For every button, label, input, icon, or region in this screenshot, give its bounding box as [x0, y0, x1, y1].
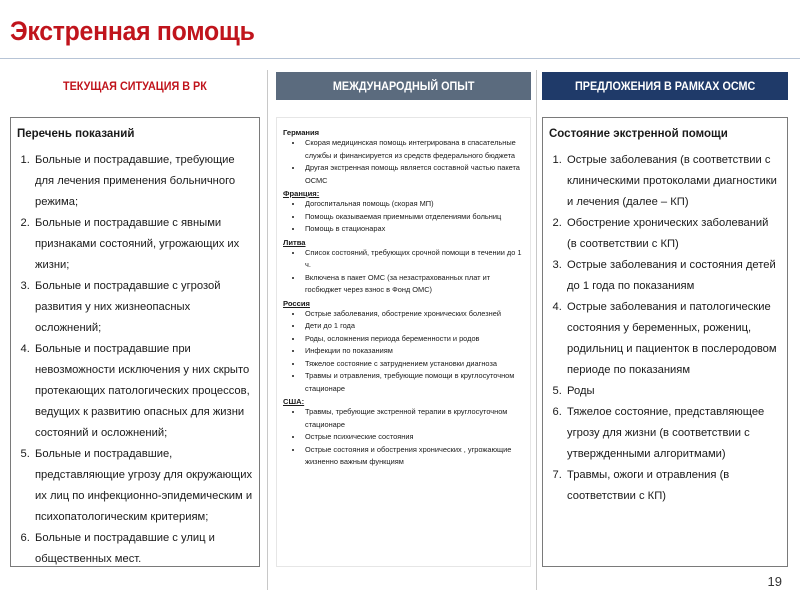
list-item: • Травмы и отравления, требующие помощи в круглосуточном стационаре	[303, 370, 524, 395]
list-item: • Дети до 1 года	[303, 320, 524, 333]
list-item: • Инфекции по показаниям	[303, 345, 524, 358]
page-title: Экстренная помощь	[10, 16, 255, 46]
list-item: • Список состояний, требующих срочной помощи в течении до 1 ч.	[303, 247, 524, 272]
column-header-current	[10, 72, 260, 100]
panel-title: Перечень показаний	[17, 128, 135, 140]
list-item: • Включена в пакет ОМС (за незастрахованных плат ит госбюджет через взнос в Фонд ОМС)	[303, 272, 524, 297]
list-item: • Острые состояния и обострения хронических , угрожающие жизненно важным функциям	[303, 444, 524, 469]
title-divider	[0, 58, 800, 59]
list-item: 1. Острые заболевания (в соответствии с клиническими протоколами диагностики и лечения (далее – КП)	[565, 150, 781, 213]
list-item: 3. Больные и пострадавшие с угрозой развития у них жизнеопасных осложнений;	[33, 276, 253, 339]
list-item: 6. Тяжелое состояние, представляющее угрозу для жизни (в соответствии с утвержденными алгоритмами)	[565, 402, 781, 465]
section-list	[283, 308, 524, 396]
column-divider	[267, 70, 268, 590]
panel-title: Состояние экстренной помощи	[549, 128, 728, 140]
column-divider	[536, 70, 537, 590]
column-header-label: ПРЕДЛОЖЕНИЯ В РАМКАХ ОСМС	[574, 79, 756, 93]
list-item: • Роды, осложнения периода беременности и родов	[303, 333, 524, 346]
list-item: 6. Больные и пострадавшие с улиц и общественных мест.	[33, 528, 253, 567]
section-title-usa: США:	[283, 397, 305, 406]
list-item: • Помощь в стационарах	[303, 223, 524, 236]
page-number: 19	[767, 574, 782, 589]
section-list	[283, 247, 524, 297]
column-header-label: МЕЖДУНАРОДНЫЙ ОПЫТ	[332, 79, 475, 93]
list-item: 4. Больные и пострадавшие при невозможности исключения у них скрыто протекающих патологических процессов, ведущих к развитию опасных для жизни состояний и осложнений;	[33, 339, 253, 444]
section-list	[283, 137, 524, 187]
column-header-label: ТЕКУЩАЯ СИТУАЦИЯ В РК	[63, 79, 207, 93]
section-title-lithuania: Литва	[283, 237, 306, 247]
list-item: • Травмы, требующие экстренной терапии в круглосуточном стационаре	[303, 406, 524, 431]
emergency-conditions-list	[549, 150, 781, 507]
list-item: 5. Роды	[565, 381, 781, 402]
list-item: 7. Травмы, ожоги и отравления (в соответствии с КП)	[565, 465, 781, 507]
column-header-proposals	[542, 72, 788, 100]
indications-list	[17, 150, 253, 567]
list-item: • Острые психические состояния	[303, 431, 524, 444]
section-list	[283, 406, 524, 469]
list-item: • Острые заболевания, обострение хронических болезней	[303, 308, 524, 321]
section-title-france: Франция:	[283, 189, 320, 198]
column-header-international	[276, 72, 531, 100]
list-item: • Тяжелое состояние с затруднением установки диагноза	[303, 358, 524, 371]
section-title-germany: Германия	[283, 128, 320, 137]
list-item: • Помощь оказываемая приемными отделениями больниц	[303, 211, 524, 224]
list-item: 4. Острые заболевания и патологические состояния у беременных, рожениц, родильниц и пациенток в послеродовом периоде по показаниям	[565, 297, 781, 381]
list-item: 2. Обострение хронических заболеваний (в соответствии с КП)	[565, 213, 781, 255]
current-situation-panel	[10, 117, 260, 567]
proposals-panel	[542, 117, 788, 567]
list-item: • Скорая медицинская помощь интегрирована в спасательные службы и финансируется из средств федерального бюджета	[303, 137, 524, 162]
list-item: 5. Больные и пострадавшие, представляющие угрозу для окружающих их лиц по инфекционно-эпидемическим и психопатологическим критериям;	[33, 444, 253, 528]
section-title-russia: Россия	[283, 298, 310, 308]
list-item: • Другая экстренная помощь является составной частью пакета ОСМС	[303, 162, 524, 187]
list-item: 1. Больные и пострадавшие, требующие для лечения применения больничного режима;	[33, 150, 253, 213]
list-item: 3. Острые заболевания и состояния детей до 1 года по показаниям	[565, 255, 781, 297]
section-list	[283, 198, 524, 236]
list-item: • Догоспитальная помощь (скорая МП)	[303, 198, 524, 211]
international-experience-panel	[276, 117, 531, 567]
list-item: 2. Больные и пострадавшие с явными признаками состояний, угрожающих их жизни;	[33, 213, 253, 276]
